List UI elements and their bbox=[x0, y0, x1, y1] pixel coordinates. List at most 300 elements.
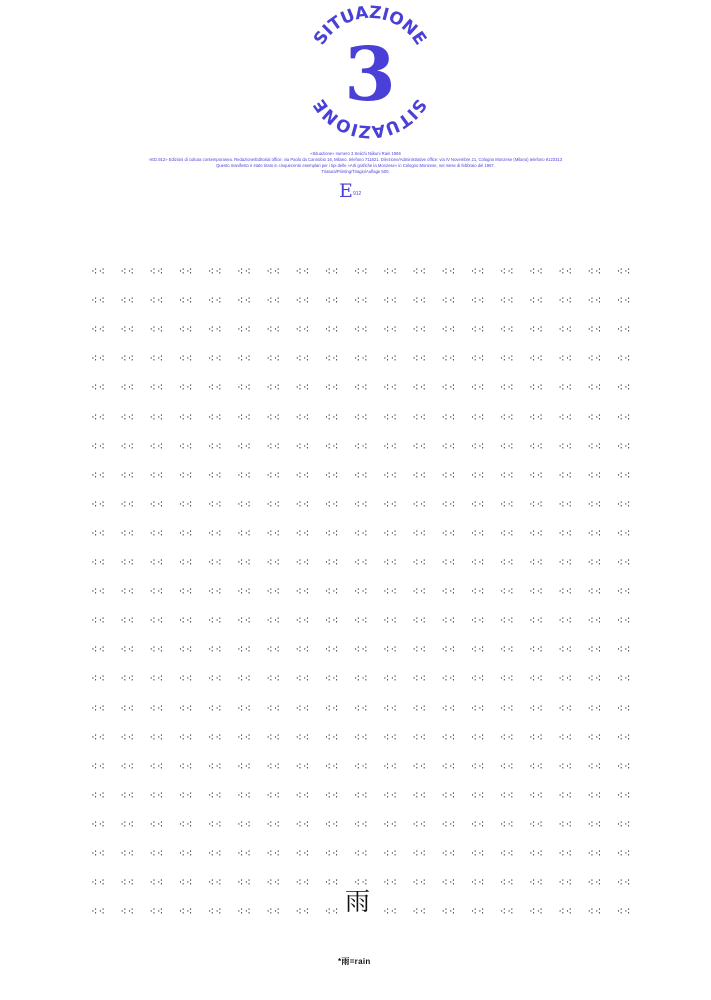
raindrop-mark: ⁖⁖ bbox=[91, 410, 106, 424]
raindrop-mark: ⁖⁖ bbox=[237, 381, 252, 395]
raindrop-mark: ⁖⁖ bbox=[266, 614, 282, 628]
raindrop-mark: ⁖⁖ bbox=[441, 323, 457, 337]
raindrop-mark: ⁖⁖ bbox=[266, 759, 282, 773]
raindrop-mark: ⁖⁖ bbox=[383, 788, 398, 802]
raindrop-mark: ⁖⁖ bbox=[587, 265, 603, 278]
raindrop-mark: ⁖⁖ bbox=[383, 701, 398, 715]
raindrop-mark: ⁖⁖ bbox=[120, 643, 136, 657]
raindrop-mark: ⁖⁖ bbox=[324, 672, 340, 686]
raindrop-mark: ⁖⁖ bbox=[237, 701, 252, 715]
publisher-mark: E bbox=[339, 180, 353, 202]
raindrop-mark: ⁖⁖ bbox=[587, 410, 603, 424]
raindrop-mark: ⁖⁖ bbox=[120, 759, 136, 773]
raindrop-mark: ⁖⁖ bbox=[266, 410, 282, 424]
raindrop-mark: ⁖⁖ bbox=[295, 672, 311, 686]
raindrop-mark: ⁖⁖ bbox=[149, 701, 165, 715]
raindrop-mark: ⁖⁖ bbox=[207, 556, 223, 569]
raindrop-mark: ⁖⁖ bbox=[441, 730, 457, 744]
raindrop-mark: ⁖⁖ bbox=[587, 323, 603, 337]
raindrop-mark: ⁖⁖ bbox=[558, 614, 574, 628]
raindrop-mark: ⁖⁖ bbox=[207, 817, 223, 831]
raindrop-mark: ⁖⁖ bbox=[412, 643, 428, 657]
raindrop-mark: ⁖⁖ bbox=[441, 643, 457, 657]
raindrop-mark: ⁖⁖ bbox=[499, 352, 515, 366]
raindrop-mark: ⁖⁖ bbox=[470, 643, 486, 657]
raindrop-mark: ⁖⁖ bbox=[178, 701, 194, 715]
raindrop-mark: ⁖⁖ bbox=[149, 381, 165, 395]
raindrop-mark: ⁖⁖ bbox=[529, 381, 544, 395]
raindrop-mark: ⁖⁖ bbox=[237, 439, 252, 453]
raindrop-mark: ⁖⁖ bbox=[207, 439, 223, 453]
raindrop-mark: ⁖⁖ bbox=[529, 847, 544, 860]
raindrop-mark: ⁖⁖ bbox=[120, 323, 136, 337]
raindrop-mark: ⁖⁖ bbox=[470, 265, 486, 278]
raindrop-mark: ⁖⁖ bbox=[178, 265, 194, 278]
raindrop-mark: ⁖⁖ bbox=[120, 905, 136, 919]
raindrop-mark: ⁖⁖ bbox=[149, 672, 165, 686]
raindrop-mark: ⁖⁖ bbox=[587, 585, 603, 599]
raindrop-mark: ⁖⁖ bbox=[412, 497, 428, 511]
raindrop-mark: ⁖⁖ bbox=[587, 352, 603, 366]
raindrop-mark: ⁖⁖ bbox=[383, 730, 398, 744]
raindrop-mark: ⁖⁖ bbox=[91, 294, 106, 308]
raindrop-mark: ⁖⁖ bbox=[149, 497, 165, 511]
raindrop-mark: ⁖⁖ bbox=[529, 788, 544, 802]
raindrop-mark: ⁖⁖ bbox=[412, 847, 428, 860]
raindrop-mark: ⁖⁖ bbox=[383, 265, 398, 278]
raindrop-mark: ⁖⁖ bbox=[295, 817, 311, 831]
raindrop-mark: ⁖⁖ bbox=[499, 556, 515, 569]
raindrop-mark: ⁖⁖ bbox=[616, 556, 632, 569]
raindrop-mark: ⁖⁖ bbox=[529, 497, 544, 511]
raindrop-mark: ⁖⁖ bbox=[120, 526, 136, 540]
raindrop-mark: ⁖⁖ bbox=[412, 905, 428, 919]
raindrop-mark: ⁖⁖ bbox=[412, 585, 428, 599]
raindrop-mark: ⁖⁖ bbox=[120, 556, 136, 569]
raindrop-mark: ⁖⁖ bbox=[91, 876, 106, 890]
raindrop-mark: ⁖⁖ bbox=[470, 468, 486, 482]
raindrop-mark: ⁖⁖ bbox=[295, 410, 311, 424]
raindrop-mark: ⁖⁖ bbox=[295, 614, 311, 628]
raindrop-mark: ⁖⁖ bbox=[383, 672, 398, 686]
raindrop-mark: ⁖⁖ bbox=[470, 585, 486, 599]
raindrop-mark: ⁖⁖ bbox=[529, 526, 544, 540]
raindrop-mark: ⁖⁖ bbox=[237, 265, 252, 278]
raindrop-mark: ⁖⁖ bbox=[587, 701, 603, 715]
raindrop-mark: ⁖⁖ bbox=[499, 847, 515, 860]
publisher-mark-small: 912 bbox=[353, 191, 362, 197]
raindrop-mark: ⁖⁖ bbox=[383, 439, 398, 453]
raindrop-mark: ⁖⁖ bbox=[120, 439, 136, 453]
raindrop-mark: ⁖⁖ bbox=[149, 410, 165, 424]
raindrop-mark: ⁖⁖ bbox=[237, 730, 252, 744]
raindrop-mark: ⁖⁖ bbox=[558, 352, 574, 366]
raindrop-mark: ⁖⁖ bbox=[295, 876, 311, 890]
raindrop-mark: ⁖⁖ bbox=[616, 905, 632, 919]
raindrop-mark: ⁖⁖ bbox=[178, 410, 194, 424]
raindrop-mark: ⁖⁖ bbox=[412, 701, 428, 715]
raindrop-mark: ⁖⁖ bbox=[616, 876, 632, 890]
raindrop-mark: ⁖⁖ bbox=[412, 817, 428, 831]
raindrop-mark: ⁖⁖ bbox=[412, 468, 428, 482]
raindrop-mark: ⁖⁖ bbox=[237, 526, 252, 540]
raindrop-mark: ⁖⁖ bbox=[324, 614, 340, 628]
logo-ring-top: SITUAZIONE bbox=[310, 2, 431, 49]
raindrop-mark: ⁖⁖ bbox=[178, 381, 194, 395]
raindrop-mark: ⁖⁖ bbox=[499, 410, 515, 424]
raindrop-mark: ⁖⁖ bbox=[91, 759, 106, 773]
raindrop-mark: ⁖⁖ bbox=[499, 614, 515, 628]
raindrop-mark: ⁖⁖ bbox=[324, 876, 340, 890]
raindrop-mark: ⁖⁖ bbox=[207, 526, 223, 540]
raindrop-mark: ⁖⁖ bbox=[383, 876, 398, 890]
raindrop-mark: ⁖⁖ bbox=[499, 294, 515, 308]
raindrop-mark: ⁖⁖ bbox=[237, 468, 252, 482]
raindrop-mark: ⁖⁖ bbox=[558, 759, 574, 773]
raindrop-mark: ⁖⁖ bbox=[295, 323, 311, 337]
raindrop-mark: ⁖⁖ bbox=[324, 556, 340, 569]
raindrop-mark: ⁖⁖ bbox=[120, 730, 136, 744]
raindrop-mark: ⁖⁖ bbox=[470, 905, 486, 919]
raindrop-mark: ⁖⁖ bbox=[178, 876, 194, 890]
raindrop-mark: ⁖⁖ bbox=[149, 643, 165, 657]
raindrop-mark: ⁖⁖ bbox=[441, 759, 457, 773]
raindrop-mark: ⁖⁖ bbox=[266, 294, 282, 308]
raindrop-mark: ⁖⁖ bbox=[266, 323, 282, 337]
raindrop-mark: ⁖⁖ bbox=[470, 788, 486, 802]
raindrop-mark: ⁖⁖ bbox=[324, 497, 340, 511]
raindrop-mark: ⁖⁖ bbox=[91, 643, 106, 657]
raindrop-mark: ⁖⁖ bbox=[616, 468, 632, 482]
raindrop-mark: ⁖⁖ bbox=[324, 410, 340, 424]
raindrop-mark: ⁖⁖ bbox=[120, 265, 136, 278]
raindrop-mark: ⁖⁖ bbox=[295, 439, 311, 453]
raindrop-mark: ⁖⁖ bbox=[178, 468, 194, 482]
raindrop-mark: ⁖⁖ bbox=[529, 614, 544, 628]
raindrop-mark: ⁖⁖ bbox=[207, 468, 223, 482]
raindrop-mark: ⁖⁖ bbox=[266, 672, 282, 686]
raindrop-mark: ⁖⁖ bbox=[237, 556, 252, 569]
raindrop-mark: ⁖⁖ bbox=[441, 585, 457, 599]
raindrop-mark: ⁖⁖ bbox=[353, 381, 369, 395]
raindrop-mark: ⁖⁖ bbox=[412, 730, 428, 744]
raindrop-mark: ⁖⁖ bbox=[178, 439, 194, 453]
raindrop-mark: ⁖⁖ bbox=[587, 847, 603, 860]
raindrop-mark: ⁖⁖ bbox=[266, 381, 282, 395]
raindrop-mark: ⁖⁖ bbox=[383, 905, 398, 919]
imprint-line: «ED.912» Edizioni di cultura contemporanea. Redazione/Editorial office: via Paolo da Cannobio 16, Milano, telefono 711821. Direzione/Administrative office: via IV Novembre 21, Cologno Monzese (Milano) telefono 9123313 bbox=[148, 157, 563, 162]
raindrop-mark: ⁖⁖ bbox=[441, 847, 457, 860]
raindrop-mark: ⁖⁖ bbox=[237, 323, 252, 337]
raindrop-mark: ⁖⁖ bbox=[529, 817, 544, 831]
raindrop-mark: ⁖⁖ bbox=[91, 672, 106, 686]
raindrop-mark: ⁖⁖ bbox=[383, 352, 398, 366]
raindrop-mark: ⁖⁖ bbox=[178, 323, 194, 337]
raindrop-mark: ⁖⁖ bbox=[587, 643, 603, 657]
raindrop-mark: ⁖⁖ bbox=[178, 585, 194, 599]
raindrop-mark: ⁖⁖ bbox=[149, 876, 165, 890]
raindrop-mark: ⁖⁖ bbox=[353, 294, 369, 308]
raindrop-mark: ⁖⁖ bbox=[499, 265, 515, 278]
raindrop-mark: ⁖⁖ bbox=[324, 352, 340, 366]
raindrop-mark: ⁖⁖ bbox=[120, 410, 136, 424]
raindrop-mark: ⁖⁖ bbox=[266, 847, 282, 860]
raindrop-mark: ⁖⁖ bbox=[237, 672, 252, 686]
raindrop-mark: ⁖⁖ bbox=[149, 265, 165, 278]
raindrop-mark: ⁖⁖ bbox=[91, 352, 106, 366]
raindrop-mark: ⁖⁖ bbox=[120, 817, 136, 831]
raindrop-mark: ⁖⁖ bbox=[91, 265, 106, 278]
imprint-line: «Situazione» numero 3 Seiichi Niikuni Rain 1966 bbox=[310, 151, 401, 156]
raindrop-mark: ⁖⁖ bbox=[383, 323, 398, 337]
raindrop-mark: ⁖⁖ bbox=[91, 381, 106, 395]
raindrop-mark: ⁖⁖ bbox=[412, 439, 428, 453]
raindrop-mark: ⁖⁖ bbox=[295, 730, 311, 744]
raindrop-mark: ⁖⁖ bbox=[470, 294, 486, 308]
raindrop-mark: ⁖⁖ bbox=[353, 847, 369, 860]
raindrop-mark: ⁖⁖ bbox=[295, 294, 311, 308]
raindrop-mark: ⁖⁖ bbox=[91, 556, 106, 569]
raindrop-mark: ⁖⁖ bbox=[120, 352, 136, 366]
raindrop-mark: ⁖⁖ bbox=[587, 614, 603, 628]
raindrop-mark: ⁖⁖ bbox=[353, 876, 369, 890]
raindrop-mark: ⁖⁖ bbox=[266, 876, 282, 890]
raindrop-mark: ⁖⁖ bbox=[178, 817, 194, 831]
raindrop-mark: ⁖⁖ bbox=[529, 468, 544, 482]
raindrop-mark: ⁖⁖ bbox=[616, 352, 632, 366]
raindrop-mark: ⁖⁖ bbox=[237, 643, 252, 657]
raindrop-mark: ⁖⁖ bbox=[499, 468, 515, 482]
raindrop-mark: ⁖⁖ bbox=[207, 614, 223, 628]
raindrop-mark: ⁖⁖ bbox=[412, 323, 428, 337]
raindrop-mark: ⁖⁖ bbox=[178, 788, 194, 802]
raindrop-mark: ⁖⁖ bbox=[383, 847, 398, 860]
raindrop-mark: ⁖⁖ bbox=[412, 265, 428, 278]
raindrop-mark: ⁖⁖ bbox=[499, 643, 515, 657]
raindrop-mark: ⁖⁖ bbox=[353, 497, 369, 511]
raindrop-mark: ⁖⁖ bbox=[441, 876, 457, 890]
raindrop-mark: ⁖⁖ bbox=[441, 497, 457, 511]
raindrop-mark: ⁖⁖ bbox=[441, 614, 457, 628]
raindrop-mark: ⁖⁖ bbox=[207, 643, 223, 657]
raindrop-mark: ⁖⁖ bbox=[91, 905, 106, 919]
issue-number: 3 bbox=[344, 32, 396, 118]
raindrop-mark: ⁖⁖ bbox=[587, 788, 603, 802]
raindrop-mark: ⁖⁖ bbox=[149, 556, 165, 569]
raindrop-mark: ⁖⁖ bbox=[441, 294, 457, 308]
raindrop-mark: ⁖⁖ bbox=[266, 817, 282, 831]
raindrop-mark: ⁖⁖ bbox=[295, 265, 311, 278]
raindrop-mark: ⁖⁖ bbox=[499, 701, 515, 715]
raindrop-mark: ⁖⁖ bbox=[178, 759, 194, 773]
raindrop-mark: ⁖⁖ bbox=[616, 439, 632, 453]
raindrop-mark: ⁖⁖ bbox=[470, 381, 486, 395]
raindrop-mark: ⁖⁖ bbox=[470, 352, 486, 366]
raindrop-mark: ⁖⁖ bbox=[237, 497, 252, 511]
raindrop-mark: ⁖⁖ bbox=[558, 672, 574, 686]
raindrop-mark: ⁖⁖ bbox=[266, 585, 282, 599]
raindrop-mark: ⁖⁖ bbox=[499, 788, 515, 802]
raindrop-mark: ⁖⁖ bbox=[441, 817, 457, 831]
raindrop-mark: ⁖⁖ bbox=[324, 847, 340, 860]
raindrop-mark: ⁖⁖ bbox=[237, 410, 252, 424]
raindrop-mark: ⁖⁖ bbox=[91, 817, 106, 831]
raindrop-mark: ⁖⁖ bbox=[616, 526, 632, 540]
raindrop-mark: ⁖⁖ bbox=[266, 352, 282, 366]
raindrop-mark: ⁖⁖ bbox=[324, 788, 340, 802]
raindrop-mark: ⁖⁖ bbox=[470, 701, 486, 715]
raindrop-mark: ⁖⁖ bbox=[499, 497, 515, 511]
raindrop-mark: ⁖⁖ bbox=[616, 614, 632, 628]
raindrop-mark: ⁖⁖ bbox=[587, 905, 603, 919]
raindrop-mark: ⁖⁖ bbox=[529, 905, 544, 919]
raindrop-mark: ⁖⁖ bbox=[295, 847, 311, 860]
raindrop-mark: ⁖⁖ bbox=[207, 323, 223, 337]
raindrop-mark: ⁖⁖ bbox=[529, 643, 544, 657]
raindrop-mark: ⁖⁖ bbox=[529, 759, 544, 773]
raindrop-mark: ⁖⁖ bbox=[324, 905, 340, 919]
raindrop-mark: ⁖⁖ bbox=[295, 468, 311, 482]
raindrop-mark: ⁖⁖ bbox=[499, 759, 515, 773]
raindrop-mark: ⁖⁖ bbox=[412, 381, 428, 395]
raindrop-mark: ⁖⁖ bbox=[353, 643, 369, 657]
raindrop-mark: ⁖⁖ bbox=[441, 265, 457, 278]
raindrop-mark: ⁖⁖ bbox=[499, 672, 515, 686]
raindrop-mark: ⁖⁖ bbox=[499, 526, 515, 540]
raindrop-mark: ⁖⁖ bbox=[120, 701, 136, 715]
raindrop-mark: ⁖⁖ bbox=[353, 585, 369, 599]
raindrop-mark: ⁖⁖ bbox=[558, 265, 574, 278]
raindrop-mark: ⁖⁖ bbox=[383, 817, 398, 831]
raindrop-mark: ⁖⁖ bbox=[266, 439, 282, 453]
raindrop-mark: ⁖⁖ bbox=[237, 294, 252, 308]
raindrop-mark: ⁖⁖ bbox=[558, 643, 574, 657]
raindrop-mark: ⁖⁖ bbox=[178, 672, 194, 686]
logo-ring-bottom: SITUAZIONE bbox=[309, 95, 430, 142]
rain-character: 雨 bbox=[345, 887, 371, 916]
raindrop-mark: ⁖⁖ bbox=[353, 410, 369, 424]
raindrop-mark: ⁖⁖ bbox=[529, 730, 544, 744]
raindrop-mark: ⁖⁖ bbox=[616, 265, 632, 278]
raindrop-mark: ⁖⁖ bbox=[616, 381, 632, 395]
raindrop-mark: ⁖⁖ bbox=[178, 643, 194, 657]
raindrop-mark: ⁖⁖ bbox=[558, 730, 574, 744]
raindrop-mark: ⁖⁖ bbox=[353, 323, 369, 337]
raindrop-mark: ⁖⁖ bbox=[353, 526, 369, 540]
raindrop-mark: ⁖⁖ bbox=[324, 526, 340, 540]
raindrop-mark: ⁖⁖ bbox=[616, 759, 632, 773]
raindrop-mark: ⁖⁖ bbox=[295, 352, 311, 366]
raindrop-mark: ⁖⁖ bbox=[412, 410, 428, 424]
raindrop-mark: ⁖⁖ bbox=[178, 497, 194, 511]
raindrop-mark: ⁖⁖ bbox=[266, 643, 282, 657]
raindrop-mark: ⁖⁖ bbox=[441, 381, 457, 395]
raindrop-mark: ⁖⁖ bbox=[353, 817, 369, 831]
raindrop-mark: ⁖⁖ bbox=[120, 294, 136, 308]
raindrop-mark: ⁖⁖ bbox=[149, 585, 165, 599]
raindrop-mark: ⁖⁖ bbox=[237, 847, 252, 860]
raindrop-mark: ⁖⁖ bbox=[412, 759, 428, 773]
raindrop-mark: ⁖⁖ bbox=[266, 788, 282, 802]
raindrop-mark: ⁖⁖ bbox=[207, 730, 223, 744]
raindrop-mark: ⁖⁖ bbox=[295, 905, 311, 919]
raindrop-mark: ⁖⁖ bbox=[529, 410, 544, 424]
raindrop-mark: ⁖⁖ bbox=[470, 439, 486, 453]
raindrop-mark: ⁖⁖ bbox=[266, 905, 282, 919]
raindrop-mark: ⁖⁖ bbox=[616, 730, 632, 744]
raindrop-mark: ⁖⁖ bbox=[441, 410, 457, 424]
raindrop-mark: ⁖⁖ bbox=[587, 468, 603, 482]
raindrop-mark: ⁖⁖ bbox=[616, 497, 632, 511]
raindrop-mark: ⁖⁖ bbox=[558, 439, 574, 453]
raindrop-mark: ⁖⁖ bbox=[587, 381, 603, 395]
raindrop-mark: ⁖⁖ bbox=[499, 905, 515, 919]
raindrop-mark: ⁖⁖ bbox=[441, 439, 457, 453]
raindrop-mark: ⁖⁖ bbox=[237, 788, 252, 802]
raindrop-mark: ⁖⁖ bbox=[470, 672, 486, 686]
raindrop-mark: ⁖⁖ bbox=[149, 323, 165, 337]
raindrop-mark: ⁖⁖ bbox=[266, 556, 282, 569]
raindrop-mark: ⁖⁖ bbox=[383, 585, 398, 599]
raindrop-mark: ⁖⁖ bbox=[616, 410, 632, 424]
raindrop-mark: ⁖⁖ bbox=[120, 847, 136, 860]
raindrop-mark: ⁖⁖ bbox=[383, 614, 398, 628]
raindrop-mark: ⁖⁖ bbox=[149, 730, 165, 744]
raindrop-mark: ⁖⁖ bbox=[470, 847, 486, 860]
raindrop-mark: ⁖⁖ bbox=[91, 497, 106, 511]
raindrop-mark: ⁖⁖ bbox=[324, 439, 340, 453]
raindrop-mark: ⁖⁖ bbox=[295, 643, 311, 657]
raindrop-mark: ⁖⁖ bbox=[587, 526, 603, 540]
raindrop-mark: ⁖⁖ bbox=[383, 556, 398, 569]
raindrop-mark: ⁖⁖ bbox=[207, 265, 223, 278]
raindrop-mark: ⁖⁖ bbox=[558, 788, 574, 802]
raindrop-mark: ⁖⁖ bbox=[266, 701, 282, 715]
raindrop-mark: ⁖⁖ bbox=[266, 265, 282, 278]
raindrop-mark: ⁖⁖ bbox=[470, 323, 486, 337]
raindrop-mark: ⁖⁖ bbox=[120, 381, 136, 395]
raindrop-mark: ⁖⁖ bbox=[120, 585, 136, 599]
raindrop-mark: ⁖⁖ bbox=[207, 672, 223, 686]
raindrop-mark: ⁖⁖ bbox=[178, 847, 194, 860]
raindrop-mark: ⁖⁖ bbox=[616, 817, 632, 831]
raindrop-mark: ⁖⁖ bbox=[207, 352, 223, 366]
raindrop-mark: ⁖⁖ bbox=[353, 788, 369, 802]
raindrop-mark: ⁖⁖ bbox=[324, 701, 340, 715]
raindrop-mark: ⁖⁖ bbox=[529, 352, 544, 366]
raindrop-mark: ⁖⁖ bbox=[149, 905, 165, 919]
raindrop-mark: ⁖⁖ bbox=[587, 759, 603, 773]
raindrop-mark: ⁖⁖ bbox=[207, 701, 223, 715]
raindrop-mark: ⁖⁖ bbox=[558, 701, 574, 715]
raindrop-mark: ⁖⁖ bbox=[120, 672, 136, 686]
raindrop-mark: ⁖⁖ bbox=[616, 847, 632, 860]
raindrop-mark: ⁖⁖ bbox=[587, 672, 603, 686]
raindrop-mark: ⁖⁖ bbox=[120, 614, 136, 628]
raindrop-mark: ⁖⁖ bbox=[558, 323, 574, 337]
imprint-line: Questo manifesto è stato tirato in cinquecento esemplari per i tipi delle «Arti grafiche la Monzese» in Cologno Monzese, nel mese di febbraio del 1967. bbox=[216, 163, 495, 168]
raindrop-mark: ⁖⁖ bbox=[587, 294, 603, 308]
raindrop-mark: ⁖⁖ bbox=[470, 817, 486, 831]
raindrop-mark: ⁖⁖ bbox=[91, 468, 106, 482]
raindrop-mark: ⁖⁖ bbox=[149, 439, 165, 453]
raindrop-mark: ⁖⁖ bbox=[120, 497, 136, 511]
raindrop-mark: ⁖⁖ bbox=[558, 410, 574, 424]
raindrop-mark: ⁖⁖ bbox=[237, 817, 252, 831]
raindrop-mark: ⁖⁖ bbox=[91, 847, 106, 860]
raindrop-mark: ⁖⁖ bbox=[441, 788, 457, 802]
footnote: *雨=rain bbox=[338, 957, 371, 966]
